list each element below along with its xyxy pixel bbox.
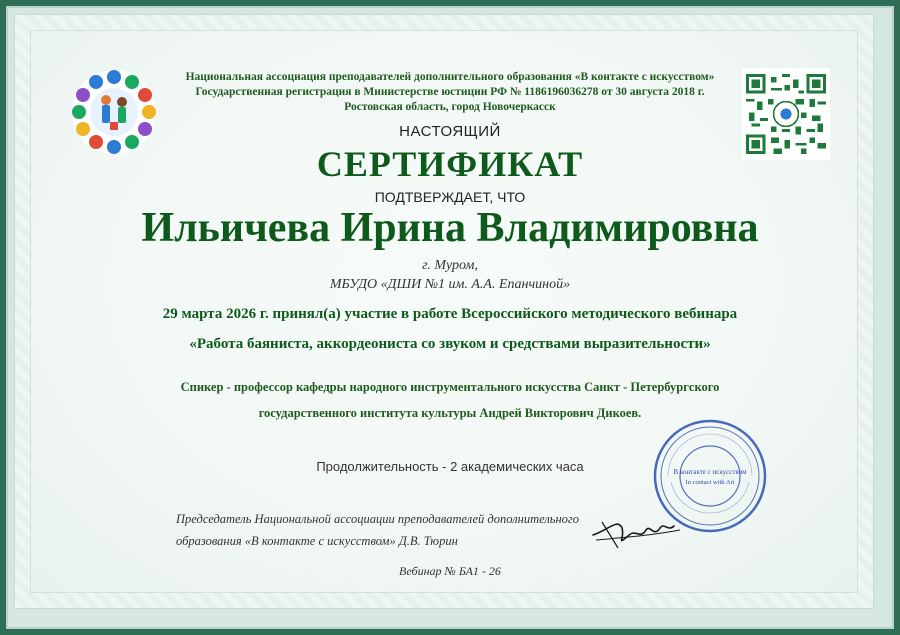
stamp-center-ru: В контакте с искусством bbox=[673, 468, 747, 476]
confirms-text: ПОДТВЕРЖДАЕТ, ЧТО bbox=[374, 189, 526, 205]
event-participation: 29 марта 2026 г. принял(а) участие в работе Всероссийского методического вебинара bbox=[162, 306, 738, 322]
speaker-info: Спикер - профессор кафедры народного инструментального искусства Санкт - Петербургского государственного института культуры Андрей Викторович Дикоев. bbox=[180, 380, 720, 420]
recipient-city: г. Муром, bbox=[422, 258, 478, 273]
org-registration: Государственная регистрация в Министерстве юстиции РФ № 1186196036278 от 30 августа 2018 г. bbox=[195, 86, 705, 98]
pre-title: НАСТОЯЩИЙ bbox=[399, 123, 501, 140]
recipient-name: Ильичева Ирина Владимировна bbox=[141, 205, 759, 251]
webinar-number: Вебинар № БА1 - 26 bbox=[399, 564, 501, 578]
chairman-signature-text: Председатель Национальной ассоциации преподавателей дополнительного образования «В контакте с искусством» Д.В. Тюрин bbox=[176, 512, 580, 548]
duration: Продолжительность - 2 академических часа bbox=[316, 459, 584, 474]
organization-header bbox=[160, 70, 740, 115]
handwritten-signature bbox=[588, 500, 688, 560]
org-name: Национальная ассоциация преподавателей дополнительного образования «В контакте с искусством» bbox=[185, 71, 715, 83]
org-location: Ростовская область, город Новочеркасск bbox=[344, 101, 556, 113]
recipient-school: МБУДО «ДШИ №1 им. А.А. Епанчиной» bbox=[329, 277, 571, 292]
stamp-center-en: In contact with Art bbox=[685, 479, 735, 486]
event-title: «Работа баяниста, аккордеониста со звуком и средствами выразительности» bbox=[189, 336, 711, 352]
certificate-title: СЕРТИФИКАТ bbox=[316, 144, 584, 184]
